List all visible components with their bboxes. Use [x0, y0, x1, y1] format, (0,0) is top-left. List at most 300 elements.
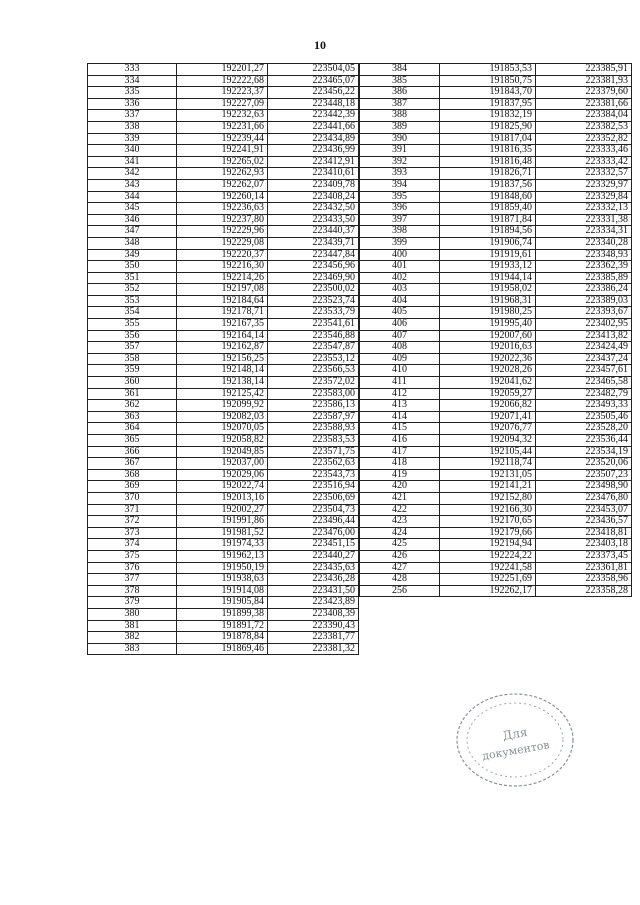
y-coordinate-cell: 223423,89 [268, 597, 359, 609]
x-coordinate-cell: 192241,58 [440, 562, 536, 574]
y-coordinate-cell: 223358,96 [536, 574, 632, 586]
x-coordinate-cell: 192016,63 [440, 342, 536, 354]
point-number-cell: 366 [88, 446, 177, 458]
y-coordinate-cell: 223381,66 [536, 98, 632, 110]
y-coordinate-cell: 223384,04 [536, 110, 632, 122]
table-row [88, 539, 359, 551]
point-number-cell: 363 [88, 411, 177, 423]
x-coordinate-cell: 192262,07 [177, 179, 268, 191]
y-coordinate-cell: 223390,43 [268, 620, 359, 632]
point-number-cell: 417 [360, 446, 440, 458]
table-row [360, 423, 632, 435]
x-coordinate-cell: 192141,21 [440, 481, 536, 493]
point-number-cell: 427 [360, 562, 440, 574]
x-coordinate-cell: 191958,02 [440, 284, 536, 296]
x-coordinate-cell: 192178,71 [177, 307, 268, 319]
table-row [88, 110, 359, 122]
point-number-cell: 426 [360, 550, 440, 562]
x-coordinate-cell: 191817,04 [440, 133, 536, 145]
x-coordinate-cell: 192216,30 [177, 261, 268, 273]
x-coordinate-cell: 192179,66 [440, 527, 536, 539]
y-coordinate-cell: 223583,00 [268, 388, 359, 400]
y-coordinate-cell: 223465,58 [536, 377, 632, 389]
point-number-cell: 338 [88, 121, 177, 133]
x-coordinate-cell: 192118,74 [440, 458, 536, 470]
point-number-cell: 420 [360, 481, 440, 493]
point-number-cell: 397 [360, 214, 440, 226]
x-coordinate-cell: 191816,48 [440, 156, 536, 168]
x-coordinate-cell: 192099,92 [177, 400, 268, 412]
table-row [88, 585, 359, 597]
point-number-cell: 349 [88, 249, 177, 261]
table-row [360, 75, 632, 87]
point-number-cell: 360 [88, 377, 177, 389]
point-number-cell: 341 [88, 156, 177, 168]
point-number-cell: 399 [360, 237, 440, 249]
table-row [360, 272, 632, 284]
table-row [360, 492, 632, 504]
y-coordinate-cell: 223476,00 [268, 527, 359, 539]
x-coordinate-cell: 192071,41 [440, 411, 536, 423]
y-coordinate-cell: 223333,46 [536, 145, 632, 157]
y-coordinate-cell: 223553,12 [268, 353, 359, 365]
table-row [360, 481, 632, 493]
y-coordinate-cell: 223588,93 [268, 423, 359, 435]
point-number-cell: 339 [88, 133, 177, 145]
point-number-cell: 419 [360, 469, 440, 481]
table-row [88, 550, 359, 562]
table-row [360, 110, 632, 122]
x-coordinate-cell: 191869,46 [177, 643, 268, 655]
x-coordinate-cell: 191944,14 [440, 272, 536, 284]
table-row [88, 87, 359, 99]
x-coordinate-cell: 192166,30 [440, 504, 536, 516]
table-row [360, 330, 632, 342]
point-number-cell: 362 [88, 400, 177, 412]
table-row [360, 562, 632, 574]
point-number-cell: 383 [88, 643, 177, 655]
y-coordinate-cell: 223433,50 [268, 214, 359, 226]
table-row [88, 319, 359, 331]
x-coordinate-cell: 192022,74 [177, 481, 268, 493]
point-number-cell: 396 [360, 203, 440, 215]
y-coordinate-cell: 223451,15 [268, 539, 359, 551]
x-coordinate-cell: 192105,44 [440, 446, 536, 458]
table-row [88, 179, 359, 191]
y-coordinate-cell: 223381,93 [536, 75, 632, 87]
table-row [360, 469, 632, 481]
point-number-cell: 337 [88, 110, 177, 122]
table-row [360, 249, 632, 261]
table-row [360, 203, 632, 215]
table-row [88, 411, 359, 423]
point-number-cell: 365 [88, 435, 177, 447]
y-coordinate-cell: 223456,96 [268, 261, 359, 273]
y-coordinate-cell: 223408,24 [268, 191, 359, 203]
y-coordinate-cell: 223528,20 [536, 423, 632, 435]
y-coordinate-cell: 223432,50 [268, 203, 359, 215]
x-coordinate-cell: 192066,82 [440, 400, 536, 412]
point-number-cell: 372 [88, 516, 177, 528]
x-coordinate-cell: 191919,61 [440, 249, 536, 261]
x-coordinate-cell: 192170,65 [440, 516, 536, 528]
point-number-cell: 387 [360, 98, 440, 110]
table-row [88, 504, 359, 516]
y-coordinate-cell: 223436,57 [536, 516, 632, 528]
point-number-cell: 398 [360, 226, 440, 238]
point-number-cell: 346 [88, 214, 177, 226]
table-row [360, 307, 632, 319]
x-coordinate-cell: 191906,74 [440, 237, 536, 249]
table-row [88, 145, 359, 157]
table-row [88, 64, 359, 76]
table-row [360, 516, 632, 528]
table-row [360, 87, 632, 99]
y-coordinate-cell: 223562,63 [268, 458, 359, 470]
y-coordinate-cell: 223442,39 [268, 110, 359, 122]
table-row [360, 458, 632, 470]
point-number-cell: 345 [88, 203, 177, 215]
table-row [88, 307, 359, 319]
point-number-cell: 343 [88, 179, 177, 191]
table-row [360, 133, 632, 145]
x-coordinate-cell: 192059,27 [440, 388, 536, 400]
table-row [88, 632, 359, 644]
y-coordinate-cell: 223571,75 [268, 446, 359, 458]
y-coordinate-cell: 223410,61 [268, 168, 359, 180]
point-number-cell: 348 [88, 237, 177, 249]
y-coordinate-cell: 223439,71 [268, 237, 359, 249]
y-coordinate-cell: 223523,74 [268, 295, 359, 307]
y-coordinate-cell: 223332,57 [536, 168, 632, 180]
point-number-cell: 386 [360, 87, 440, 99]
table-row [88, 597, 359, 609]
x-coordinate-cell: 192028,26 [440, 365, 536, 377]
point-number-cell: 406 [360, 319, 440, 331]
y-coordinate-cell: 223386,24 [536, 284, 632, 296]
x-coordinate-cell: 192265,02 [177, 156, 268, 168]
x-coordinate-cell: 192241,91 [177, 145, 268, 157]
x-coordinate-cell: 191837,95 [440, 98, 536, 110]
y-coordinate-cell: 223402,95 [536, 319, 632, 331]
point-number-cell: 359 [88, 365, 177, 377]
y-coordinate-cell: 223520,06 [536, 458, 632, 470]
table-row [360, 400, 632, 412]
point-number-cell: 421 [360, 492, 440, 504]
table-row [360, 353, 632, 365]
y-coordinate-cell: 223453,07 [536, 504, 632, 516]
point-number-cell: 407 [360, 330, 440, 342]
y-coordinate-cell: 223516,94 [268, 481, 359, 493]
point-number-cell: 354 [88, 307, 177, 319]
point-number-cell: 347 [88, 226, 177, 238]
point-number-cell: 410 [360, 365, 440, 377]
table-row [88, 620, 359, 632]
point-number-cell: 352 [88, 284, 177, 296]
y-coordinate-cell: 223500,02 [268, 284, 359, 296]
point-number-cell: 389 [360, 121, 440, 133]
table-row [88, 342, 359, 354]
y-coordinate-cell: 223437,24 [536, 353, 632, 365]
point-number-cell: 404 [360, 295, 440, 307]
point-number-cell: 344 [88, 191, 177, 203]
y-coordinate-cell: 223382,53 [536, 121, 632, 133]
point-number-cell: 342 [88, 168, 177, 180]
point-number-cell: 414 [360, 411, 440, 423]
x-coordinate-cell: 192037,00 [177, 458, 268, 470]
y-coordinate-cell: 223456,22 [268, 87, 359, 99]
table-row [360, 237, 632, 249]
x-coordinate-cell: 192229,96 [177, 226, 268, 238]
y-coordinate-cell: 223448,18 [268, 98, 359, 110]
x-coordinate-cell: 192237,80 [177, 214, 268, 226]
y-coordinate-cell: 223536,44 [536, 435, 632, 447]
y-coordinate-cell: 223389,03 [536, 295, 632, 307]
x-coordinate-cell: 191853,53 [440, 64, 536, 76]
y-coordinate-cell: 223547,87 [268, 342, 359, 354]
x-coordinate-cell: 191938,63 [177, 574, 268, 586]
y-coordinate-cell: 223435,63 [268, 562, 359, 574]
y-coordinate-cell: 223546,88 [268, 330, 359, 342]
x-coordinate-cell: 192231,66 [177, 121, 268, 133]
table-row [88, 156, 359, 168]
y-coordinate-cell: 223358,28 [536, 585, 632, 597]
table-row [88, 133, 359, 145]
y-coordinate-cell: 223413,82 [536, 330, 632, 342]
y-coordinate-cell: 223418,81 [536, 527, 632, 539]
y-coordinate-cell: 223409,78 [268, 179, 359, 191]
table-row [88, 435, 359, 447]
point-number-cell: 355 [88, 319, 177, 331]
page-number: 10 [314, 38, 326, 52]
point-number-cell: 379 [88, 597, 177, 609]
point-number-cell: 333 [88, 64, 177, 76]
y-coordinate-cell: 223436,99 [268, 145, 359, 157]
y-coordinate-cell: 223385,89 [536, 272, 632, 284]
x-coordinate-cell: 192232,63 [177, 110, 268, 122]
point-number-cell: 411 [360, 377, 440, 389]
stamp-seal [452, 688, 578, 792]
y-coordinate-cell: 223381,77 [268, 632, 359, 644]
x-coordinate-cell: 192262,93 [177, 168, 268, 180]
y-coordinate-cell: 223403,18 [536, 539, 632, 551]
x-coordinate-cell: 191980,25 [440, 307, 536, 319]
x-coordinate-cell: 191899,38 [177, 608, 268, 620]
x-coordinate-cell: 191816,35 [440, 145, 536, 157]
point-number-cell: 382 [88, 632, 177, 644]
point-number-cell: 412 [360, 388, 440, 400]
point-number-cell: 367 [88, 458, 177, 470]
table-row [360, 504, 632, 516]
x-coordinate-cell: 192236,63 [177, 203, 268, 215]
point-number-cell: 358 [88, 353, 177, 365]
point-number-cell: 388 [360, 110, 440, 122]
x-coordinate-cell: 192197,08 [177, 284, 268, 296]
table-row [88, 562, 359, 574]
x-coordinate-cell: 192167,35 [177, 319, 268, 331]
x-coordinate-cell: 192013,16 [177, 492, 268, 504]
y-coordinate-cell: 223493,33 [536, 400, 632, 412]
x-coordinate-cell: 191825,90 [440, 121, 536, 133]
point-number-cell: 395 [360, 191, 440, 203]
y-coordinate-cell: 223566,53 [268, 365, 359, 377]
point-number-cell: 335 [88, 87, 177, 99]
table-row [360, 435, 632, 447]
point-number-cell: 370 [88, 492, 177, 504]
x-coordinate-cell: 192229,08 [177, 237, 268, 249]
y-coordinate-cell: 223541,61 [268, 319, 359, 331]
point-number-cell: 373 [88, 527, 177, 539]
y-coordinate-cell: 223352,82 [536, 133, 632, 145]
coordinates-table-left [87, 63, 359, 655]
point-number-cell: 425 [360, 539, 440, 551]
table-row [360, 64, 632, 76]
point-number-cell: 340 [88, 145, 177, 157]
x-coordinate-cell: 191850,75 [440, 75, 536, 87]
table-row [88, 446, 359, 458]
table-row [360, 388, 632, 400]
table-row [88, 481, 359, 493]
y-coordinate-cell: 223334,31 [536, 226, 632, 238]
point-number-cell: 351 [88, 272, 177, 284]
point-number-cell: 403 [360, 284, 440, 296]
y-coordinate-cell: 223583,53 [268, 435, 359, 447]
y-coordinate-cell: 223587,97 [268, 411, 359, 423]
x-coordinate-cell: 191991,86 [177, 516, 268, 528]
table-row [360, 121, 632, 133]
y-coordinate-cell: 223393,67 [536, 307, 632, 319]
point-number-cell: 401 [360, 261, 440, 273]
x-coordinate-cell: 192152,80 [440, 492, 536, 504]
y-coordinate-cell: 223362,39 [536, 261, 632, 273]
point-number-cell: 378 [88, 585, 177, 597]
table-row [88, 272, 359, 284]
table-row [360, 539, 632, 551]
x-coordinate-cell: 192224,22 [440, 550, 536, 562]
x-coordinate-cell: 192007,60 [440, 330, 536, 342]
x-coordinate-cell: 192262,17 [440, 585, 536, 597]
table-row [88, 377, 359, 389]
point-number-cell: 357 [88, 342, 177, 354]
y-coordinate-cell: 223440,27 [268, 550, 359, 562]
x-coordinate-cell: 192138,14 [177, 377, 268, 389]
y-coordinate-cell: 223469,90 [268, 272, 359, 284]
table-row [88, 121, 359, 133]
point-number-cell: 402 [360, 272, 440, 284]
x-coordinate-cell: 191914,08 [177, 585, 268, 597]
y-coordinate-cell: 223329,84 [536, 191, 632, 203]
point-number-cell: 408 [360, 342, 440, 354]
y-coordinate-cell: 223431,50 [268, 585, 359, 597]
table-row [360, 377, 632, 389]
point-number-cell: 385 [360, 75, 440, 87]
y-coordinate-cell: 223331,38 [536, 214, 632, 226]
x-coordinate-cell: 192164,14 [177, 330, 268, 342]
x-coordinate-cell: 192222,68 [177, 75, 268, 87]
table-row [88, 168, 359, 180]
x-coordinate-cell: 191891,72 [177, 620, 268, 632]
point-number-cell: 422 [360, 504, 440, 516]
x-coordinate-cell: 191962,13 [177, 550, 268, 562]
y-coordinate-cell: 223329,97 [536, 179, 632, 191]
x-coordinate-cell: 191848,60 [440, 191, 536, 203]
table-row [360, 214, 632, 226]
table-row [88, 353, 359, 365]
point-number-cell: 368 [88, 469, 177, 481]
x-coordinate-cell: 192156,25 [177, 353, 268, 365]
table-row [360, 319, 632, 331]
table-row [360, 295, 632, 307]
x-coordinate-cell: 191843,70 [440, 87, 536, 99]
y-coordinate-cell: 223534,19 [536, 446, 632, 458]
y-coordinate-cell: 223506,69 [268, 492, 359, 504]
point-number-cell: 361 [88, 388, 177, 400]
y-coordinate-cell: 223408,39 [268, 608, 359, 620]
y-coordinate-cell: 223507,23 [536, 469, 632, 481]
point-number-cell: 384 [360, 64, 440, 76]
table-row [88, 458, 359, 470]
y-coordinate-cell: 223332,13 [536, 203, 632, 215]
point-number-cell: 390 [360, 133, 440, 145]
y-coordinate-cell: 223379,60 [536, 87, 632, 99]
table-row [88, 284, 359, 296]
x-coordinate-cell: 192184,64 [177, 295, 268, 307]
table-row [360, 145, 632, 157]
x-coordinate-cell: 191837,56 [440, 179, 536, 191]
x-coordinate-cell: 191933,12 [440, 261, 536, 273]
table-row [88, 388, 359, 400]
y-coordinate-cell: 223504,05 [268, 64, 359, 76]
table-row [360, 179, 632, 191]
y-coordinate-cell: 223496,44 [268, 516, 359, 528]
point-number-cell: 416 [360, 435, 440, 447]
x-coordinate-cell: 192070,05 [177, 423, 268, 435]
x-coordinate-cell: 191981,52 [177, 527, 268, 539]
table-row [88, 237, 359, 249]
table-row [360, 284, 632, 296]
point-number-cell: 369 [88, 481, 177, 493]
x-coordinate-cell: 191871,84 [440, 214, 536, 226]
point-number-cell: 375 [88, 550, 177, 562]
y-coordinate-cell: 223504,73 [268, 504, 359, 516]
x-coordinate-cell: 192194,94 [440, 539, 536, 551]
x-coordinate-cell: 191995,40 [440, 319, 536, 331]
table-row [88, 365, 359, 377]
table-row [360, 261, 632, 273]
table-row [88, 75, 359, 87]
x-coordinate-cell: 192131,05 [440, 469, 536, 481]
table-row [360, 156, 632, 168]
table-row [88, 203, 359, 215]
table-row [88, 295, 359, 307]
point-number-cell: 381 [88, 620, 177, 632]
y-coordinate-cell: 223373,45 [536, 550, 632, 562]
x-coordinate-cell: 191832,19 [440, 110, 536, 122]
x-coordinate-cell: 192002,27 [177, 504, 268, 516]
table-row [88, 98, 359, 110]
table-row [360, 585, 632, 597]
y-coordinate-cell: 223457,61 [536, 365, 632, 377]
y-coordinate-cell: 223436,28 [268, 574, 359, 586]
table-row [88, 261, 359, 273]
stamp-text-top: Для [501, 724, 529, 743]
point-number-cell: 377 [88, 574, 177, 586]
table-row [360, 411, 632, 423]
y-coordinate-cell: 223533,79 [268, 307, 359, 319]
stamp-text-bottom: документов [481, 738, 551, 763]
y-coordinate-cell: 223543,73 [268, 469, 359, 481]
x-coordinate-cell: 192251,69 [440, 574, 536, 586]
